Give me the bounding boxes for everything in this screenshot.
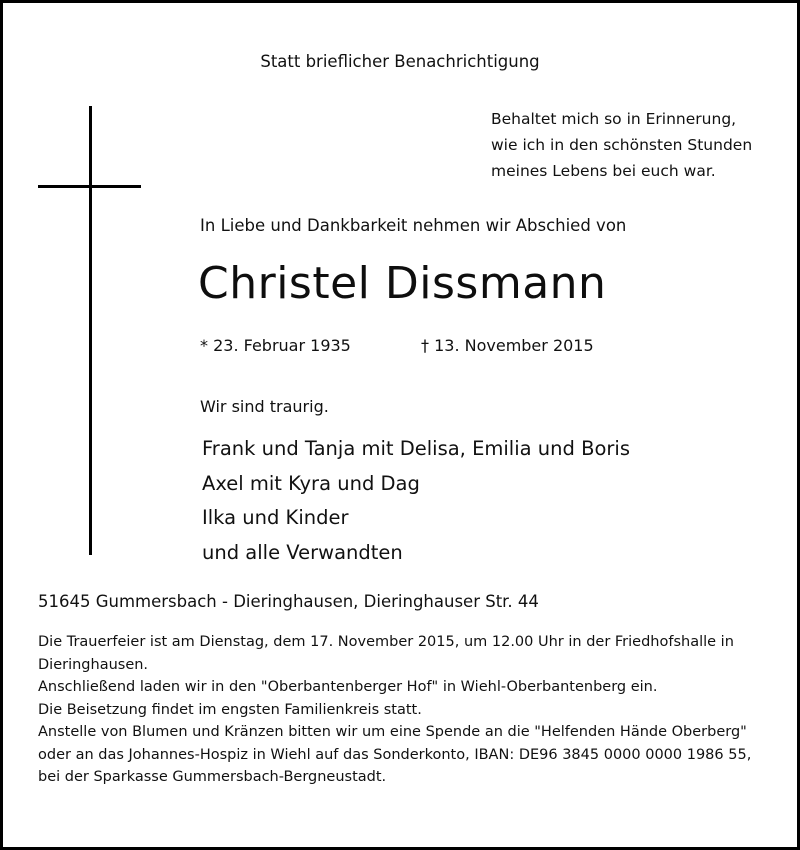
mourner-line: Frank und Tanja mit Delisa, Emilia und Boris (202, 437, 630, 460)
cross-vertical-bar (89, 106, 92, 555)
mourner-line: Ilka und Kinder (202, 506, 349, 529)
death-date: † 13. November 2015 (421, 336, 594, 355)
detail-paragraph: Die Beisetzung findet im engsten Familienkreis statt. (38, 701, 422, 718)
birth-date: * 23. Februar 1935 (200, 336, 351, 355)
detail-paragraph: Die Trauerfeier ist am Dienstag, dem 17. November 2015, um 12.00 Uhr in der Friedhofshalle in Dieringhausen. (38, 634, 734, 673)
header-line: Statt brieflicher Benachrichtigung (260, 52, 540, 71)
mourner-line: Axel mit Kyra und Dag (202, 471, 420, 495)
family-address: 51645 Gummersbach - Dieringhausen, Dieringhauser Str. 44 (38, 592, 539, 611)
cross-horizontal-bar (38, 185, 141, 188)
funeral-details (38, 631, 768, 789)
motto-line: meines Lebens bei euch war. (491, 162, 716, 180)
sorrow-text: Wir sind traurig. (200, 397, 329, 416)
motto-line: Behaltet mich so in Erinnerung, (491, 110, 737, 128)
mourners-list (202, 432, 630, 570)
mourner-line: und alle Verwandten (202, 540, 403, 564)
detail-paragraph: Anschließend laden wir in den "Oberbantenberger Hof" in Wiehl-Oberbantenberg ein. (38, 679, 658, 695)
motto-line: wie ich in den schönsten Stunden (491, 136, 753, 154)
deceased-name: Christel Dissmann (198, 258, 607, 309)
detail-paragraph: Anstelle von Blumen und Kränzen bitten wir um eine Spende an die "Helfenden Hände Oberberg" oder an das Johannes-Hospiz in Wiehl auf das Sonderkonto, IBAN: DE96 3845 0000 0000 1986 55, bei der Sparkasse Gummersbach-Bergneustadt. (38, 724, 752, 785)
motto-quote (491, 106, 752, 184)
intro-text: In Liebe und Dankbarkeit nehmen wir Abschied von (200, 216, 627, 235)
